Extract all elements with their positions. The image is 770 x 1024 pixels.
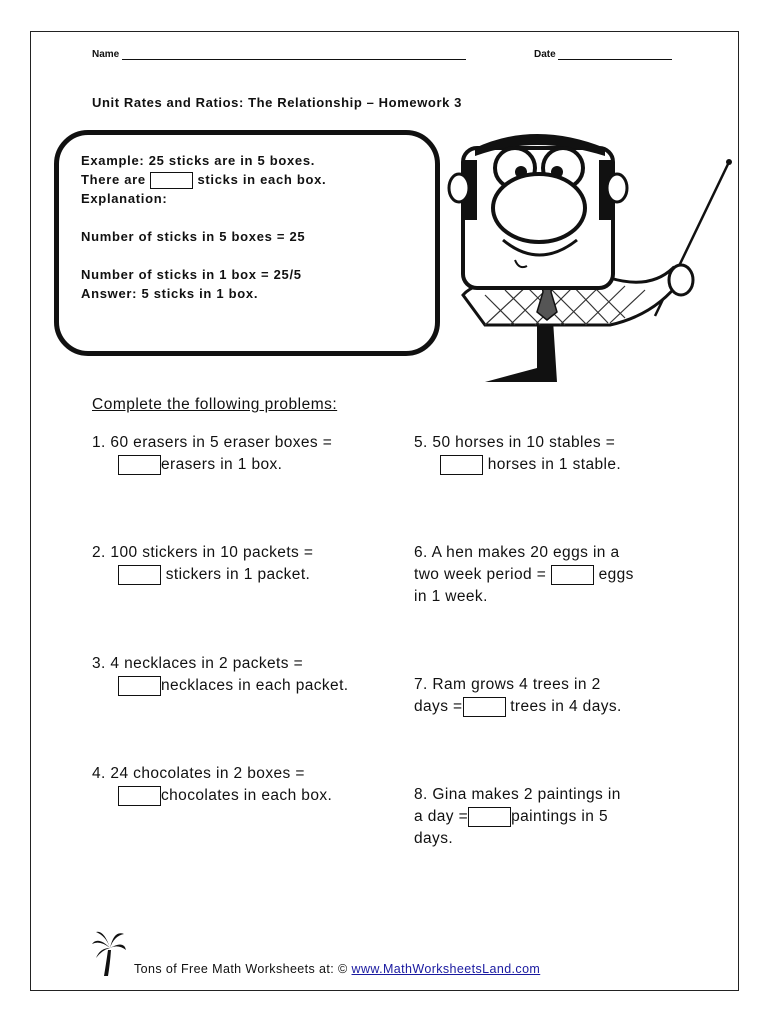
answer-box-2[interactable]	[118, 565, 161, 585]
footer-link[interactable]: www.MathWorksheetsLand.com	[351, 962, 541, 976]
example-line6: Answer: 5 sticks in 1 box.	[81, 286, 259, 302]
example-line3: Explanation:	[81, 191, 168, 207]
name-field	[92, 49, 466, 60]
answer-box-5[interactable]	[440, 455, 483, 475]
date-line[interactable]	[558, 50, 672, 60]
problem-2: 2. 100 stickers in 10 packets = stickers in 1 packet.	[92, 544, 314, 583]
date-label: Date	[534, 49, 556, 60]
example-answer-box[interactable]	[150, 172, 193, 189]
answer-box-4[interactable]	[118, 786, 161, 806]
teacher-illustration	[445, 120, 740, 388]
answer-box-8[interactable]	[468, 807, 511, 827]
name-label: Name	[92, 49, 120, 60]
example-line4: Number of sticks in 5 boxes = 25	[81, 229, 306, 245]
answer-box-1[interactable]	[118, 455, 161, 475]
example-line2: There are sticks in each box.	[81, 170, 431, 189]
answer-box-7[interactable]	[463, 697, 506, 717]
example-text	[81, 151, 431, 303]
footer	[134, 962, 540, 976]
problem-4: 4. 24 chocolates in 2 boxes = chocolates in each box.	[92, 765, 333, 804]
problem-8: 8. Gina makes 2 paintings in a day = paintings in 5 days.	[414, 786, 621, 847]
answer-box-3[interactable]	[118, 676, 161, 696]
problem-3: 3. 4 necklaces in 2 packets = necklaces in each packet.	[92, 655, 349, 694]
problem-5: 5. 50 horses in 10 stables = horses in 1 stable.	[414, 434, 622, 473]
problem-1: 1. 60 erasers in 5 eraser boxes = erasers in 1 box.	[92, 434, 333, 473]
example-line1: Example: 25 sticks are in 5 boxes.	[81, 153, 316, 168]
problem-7: 7. Ram grows 4 trees in 2 days = trees in 4 days.	[414, 676, 622, 715]
footer-text: Tons of Free Math Worksheets at: ©	[134, 962, 348, 976]
palm-tree-icon	[90, 930, 128, 978]
worksheet-title: Unit Rates and Ratios: The Relationship – Homework 3	[92, 95, 462, 110]
name-line[interactable]	[122, 50, 466, 60]
date-field	[534, 49, 672, 60]
example-line5: Number of sticks in 1 box = 25/5	[81, 267, 302, 283]
problem-6: 6. A hen makes 20 eggs in a two week period = eggs in 1 week.	[414, 544, 634, 605]
section-heading: Complete the following problems:	[92, 396, 338, 413]
answer-box-6[interactable]	[551, 565, 594, 585]
